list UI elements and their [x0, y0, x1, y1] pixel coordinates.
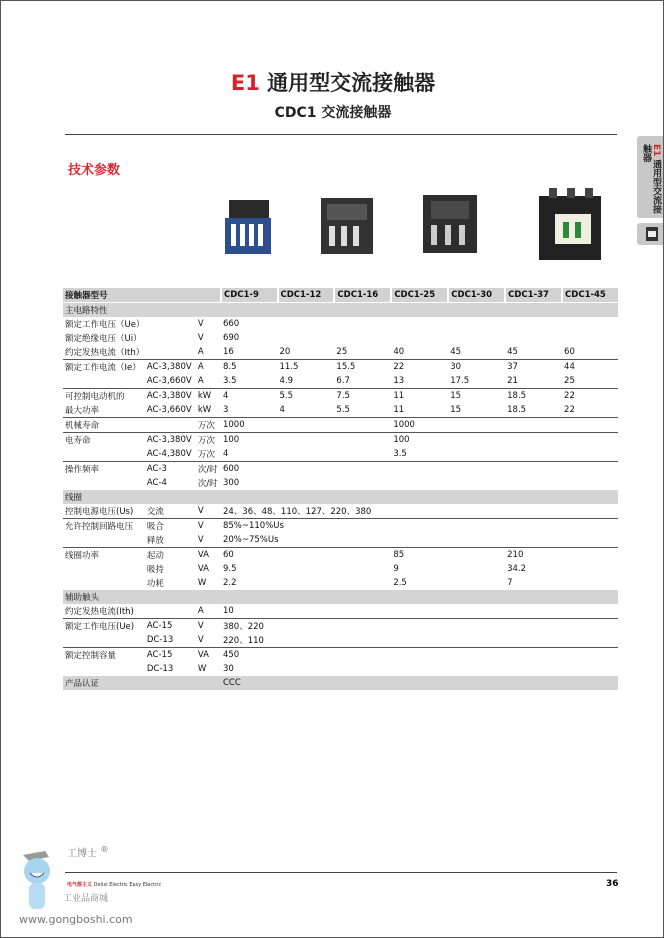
row-label: 线圈功率 — [65, 551, 100, 561]
row-value: 11 — [393, 391, 405, 401]
row-value — [505, 433, 562, 448]
row-value: 11.5 — [279, 362, 299, 372]
watermark-url: www.gongboshi.com — [19, 913, 133, 926]
row-value: 15 — [450, 391, 462, 401]
row-value — [334, 619, 391, 634]
row-value: 16 — [221, 345, 278, 360]
row-value — [448, 476, 505, 490]
table-row — [63, 548, 618, 563]
row-label: 产品认证 — [63, 676, 145, 690]
row-value: 13 — [391, 374, 448, 389]
row-value — [334, 648, 391, 663]
row-value — [562, 433, 618, 448]
row-value — [334, 418, 391, 433]
spec-table — [63, 288, 618, 690]
row-label — [63, 476, 145, 490]
row-condition: 功耗 — [146, 579, 164, 589]
row-value: 3.5 — [391, 447, 448, 462]
row-value: 18.5 — [507, 391, 527, 401]
row-value — [334, 633, 391, 648]
row-value — [278, 604, 335, 619]
contactor-icon[interactable] — [637, 223, 664, 245]
title-code: E1 — [230, 71, 260, 95]
row-value — [562, 576, 618, 590]
row-value — [391, 331, 448, 345]
table-row — [63, 374, 618, 389]
row-value — [448, 433, 505, 448]
row-value — [278, 418, 335, 433]
row-value: 20 — [278, 345, 335, 360]
row-value — [448, 604, 505, 619]
row-value: 22 — [562, 403, 618, 418]
row-value: 4 — [278, 403, 335, 418]
row-value — [562, 562, 618, 576]
row-label: 额定工作电压（Ue） — [65, 320, 145, 330]
row-value: 45 — [448, 345, 505, 360]
side-tab[interactable] — [637, 136, 664, 218]
table-row — [63, 576, 618, 590]
section-label: 线圈 — [63, 490, 618, 504]
row-condition — [145, 676, 196, 690]
table-row — [63, 433, 618, 448]
row-value: 30 — [450, 362, 462, 372]
row-condition: AC-3,660V — [145, 374, 196, 389]
row-value: 34.2 — [507, 564, 527, 574]
side-tab-code: E1 — [651, 144, 661, 157]
header-label: 接触器型号 — [63, 288, 221, 303]
row-value — [448, 662, 505, 676]
section-label: 辅助触头 — [63, 590, 618, 604]
product-image-cdc1-37 — [535, 186, 605, 264]
row-value — [448, 331, 505, 345]
row-value — [334, 433, 391, 448]
row-unit: V — [196, 633, 221, 648]
row-label: 机械寿命 — [63, 418, 145, 433]
row-unit: VA — [197, 550, 209, 560]
row-value — [448, 317, 505, 331]
row-unit: 万次 — [196, 418, 221, 433]
row-value — [334, 331, 391, 345]
row-value — [448, 447, 505, 462]
table-row — [63, 360, 618, 375]
row-label — [63, 662, 145, 676]
row-condition — [145, 317, 196, 331]
row-value — [448, 576, 505, 590]
row-value — [505, 447, 562, 462]
row-value — [391, 462, 448, 477]
row-value — [391, 633, 448, 648]
watermark-name — [67, 844, 109, 859]
row-value: 690 — [222, 333, 240, 343]
table-row — [63, 317, 618, 331]
row-unit: W — [197, 578, 207, 588]
header-model: CDC1-25 — [391, 288, 448, 303]
row-unit: A — [196, 604, 221, 619]
table-row — [63, 345, 618, 360]
product-image-cdc1-12 — [319, 194, 377, 258]
row-value — [278, 648, 335, 663]
row-value: 2.5 — [393, 578, 407, 588]
row-value — [562, 317, 618, 331]
row-value — [562, 633, 618, 648]
row-value: 8.5 — [222, 362, 237, 372]
row-value: 15.5 — [336, 362, 356, 372]
row-value — [562, 418, 618, 433]
watermark-reg: ® — [100, 844, 109, 854]
row-value: 660 — [222, 319, 240, 329]
table-row — [63, 619, 618, 634]
row-condition: 吸合 — [146, 522, 164, 532]
row-value — [334, 476, 391, 490]
row-value: 2.2 — [222, 578, 237, 588]
row-label: 额定工作电压(Ue) — [65, 622, 135, 632]
row-unit: A — [197, 362, 204, 372]
row-value — [278, 619, 335, 634]
row-value: 60 — [222, 550, 234, 560]
row-value — [334, 562, 391, 576]
row-value: 18.5 — [505, 403, 562, 418]
page-subtitle — [1, 102, 664, 122]
row-value — [391, 662, 448, 676]
row-value: 20%~75%Us — [221, 533, 618, 548]
row-value: 4 — [221, 447, 278, 462]
product-image-cdc1-25 — [421, 191, 479, 255]
row-condition: AC-3,660V — [145, 403, 196, 418]
table-row — [63, 331, 618, 345]
row-value — [278, 476, 335, 490]
row-value — [562, 662, 618, 676]
table-row — [63, 462, 618, 477]
row-value: 3 — [221, 403, 278, 418]
row-unit: VA — [197, 650, 209, 660]
row-value: 1000 — [391, 418, 448, 433]
header-model: CDC1-9 — [221, 288, 278, 303]
row-unit: V — [197, 621, 204, 631]
row-label: 电寿命 — [65, 436, 91, 446]
row-label: 控制电源电压(Us) — [63, 504, 145, 519]
row-condition: 吸持 — [146, 565, 164, 575]
watermark-tagline: 工业品商城 — [63, 894, 109, 904]
row-value — [448, 462, 505, 477]
row-value: 6.7 — [334, 374, 391, 389]
row-value: 85%~110%Us — [222, 521, 284, 531]
product-image-cdc1-9 — [225, 196, 275, 258]
table-row — [63, 519, 618, 534]
row-value: 25 — [562, 374, 618, 389]
table-row — [63, 662, 618, 676]
header-model: CDC1-30 — [448, 288, 505, 303]
row-value: 45 — [505, 345, 562, 360]
row-value: 3.5 — [221, 374, 278, 389]
header-model: CDC1-45 — [562, 288, 618, 303]
page-number: 36 — [606, 879, 619, 889]
row-value: 220、110 — [221, 633, 278, 648]
row-value — [334, 317, 391, 331]
row-unit: 次/时 — [197, 465, 218, 475]
row-condition: AC-15 — [146, 621, 173, 631]
header-model: CDC1-16 — [334, 288, 391, 303]
page-title — [1, 67, 664, 97]
row-value — [334, 548, 391, 563]
row-condition: AC-4,380V — [145, 447, 196, 462]
row-value: 300 — [222, 478, 240, 488]
row-label — [63, 562, 145, 576]
row-value — [505, 619, 562, 634]
row-value — [278, 317, 335, 331]
empty-cell — [278, 676, 335, 690]
row-value: 7 — [507, 578, 513, 588]
row-label: 操作频率 — [65, 465, 100, 475]
row-value — [448, 418, 505, 433]
row-condition: DC-13 — [145, 633, 196, 648]
row-value — [505, 331, 562, 345]
row-unit: A — [196, 345, 221, 360]
row-value — [505, 317, 562, 331]
row-unit: V — [197, 521, 204, 531]
row-value: 100 — [222, 435, 240, 445]
row-label — [63, 374, 145, 389]
table-row — [63, 476, 618, 490]
brand-logo — [67, 881, 161, 888]
row-unit: W — [197, 664, 207, 674]
table-row — [63, 447, 618, 462]
row-value — [505, 633, 562, 648]
row-value — [505, 662, 562, 676]
row-value — [448, 633, 505, 648]
row-unit: kW — [196, 403, 221, 418]
table-row — [63, 604, 618, 619]
row-value — [278, 462, 335, 477]
row-value — [505, 462, 562, 477]
row-label — [63, 447, 145, 462]
row-condition: AC-4 — [146, 478, 167, 488]
side-tab-label: 通用型交流接触器 — [641, 144, 661, 214]
row-unit — [196, 676, 221, 690]
row-value: 22 — [393, 362, 405, 372]
row-value: 5.5 — [279, 391, 294, 401]
table-row — [63, 403, 618, 418]
row-label — [63, 533, 145, 548]
row-value — [505, 476, 562, 490]
section-title: 技术参数 — [68, 163, 121, 178]
empty-cell — [562, 676, 618, 690]
section-row — [63, 303, 618, 318]
row-value — [334, 662, 391, 676]
row-value: 21 — [505, 374, 562, 389]
empty-cell — [448, 676, 505, 690]
row-unit: A — [196, 374, 221, 389]
row-condition: 起动 — [146, 551, 164, 561]
row-value — [278, 433, 335, 448]
row-value — [448, 648, 505, 663]
row-condition: 释放 — [145, 533, 196, 548]
row-value — [334, 462, 391, 477]
row-value: 4.9 — [278, 374, 335, 389]
row-value — [278, 447, 335, 462]
table-row — [63, 389, 618, 404]
row-label: 额定绝缘电压（Ui） — [65, 334, 142, 344]
row-unit: 万次 — [196, 447, 221, 462]
row-label: 允许控制回路电压 — [65, 522, 134, 532]
row-value — [562, 548, 618, 563]
row-value: 22 — [564, 391, 575, 401]
empty-cell — [505, 676, 562, 690]
row-value — [391, 317, 448, 331]
row-value: 600 — [222, 464, 240, 474]
row-unit: VA — [197, 564, 209, 574]
row-label: 最大功率 — [63, 403, 145, 418]
table-row — [63, 562, 618, 576]
row-unit: V — [197, 333, 204, 343]
row-value: 5.5 — [334, 403, 391, 418]
row-value — [278, 576, 335, 590]
row-value — [562, 447, 618, 462]
row-value — [334, 576, 391, 590]
row-value — [505, 648, 562, 663]
row-value: 9.5 — [222, 564, 237, 574]
brand-en: Delixi Electric Easy Electric — [93, 882, 162, 888]
header-model: CDC1-37 — [505, 288, 562, 303]
row-value: 100 — [393, 435, 410, 445]
row-value — [278, 548, 335, 563]
row-value: 450 — [222, 650, 240, 660]
table-row — [63, 504, 618, 519]
brand-cn: 电气都主义 — [67, 882, 93, 888]
row-value: 210 — [507, 550, 524, 560]
watermark-name-text: 工博士 — [67, 848, 97, 860]
footer-divider — [65, 872, 617, 873]
row-value — [391, 619, 448, 634]
row-value — [391, 476, 448, 490]
row-unit: V — [197, 319, 204, 329]
row-value — [562, 648, 618, 663]
row-value: 40 — [391, 345, 448, 360]
table-row — [63, 648, 618, 663]
row-condition: AC-3 — [146, 464, 167, 474]
row-label: 可控制电动机的 — [65, 392, 125, 402]
row-value — [278, 331, 335, 345]
divider — [65, 134, 617, 135]
row-condition — [145, 345, 196, 360]
row-condition: AC-15 — [146, 650, 173, 660]
row-label: 额定工作电流（Ie） — [65, 363, 141, 373]
row-condition — [145, 604, 196, 619]
row-value — [391, 648, 448, 663]
row-value: 380、220 — [222, 622, 264, 632]
table-row — [63, 533, 618, 548]
section-row — [63, 490, 618, 504]
row-condition: DC-13 — [146, 664, 174, 674]
row-condition — [145, 331, 196, 345]
row-value — [448, 619, 505, 634]
section-label: 主电路特性 — [63, 303, 618, 318]
row-value: 37 — [507, 362, 518, 372]
row-value — [391, 604, 448, 619]
row-value — [505, 604, 562, 619]
section-row — [63, 590, 618, 604]
row-label: 额定控制容量 — [65, 651, 117, 661]
row-condition: AC-3,380V — [146, 391, 192, 401]
row-value: 17.5 — [448, 374, 505, 389]
table-header-row — [63, 288, 618, 303]
empty-cell — [334, 676, 391, 690]
row-condition — [145, 418, 196, 433]
row-value: 44 — [564, 362, 575, 372]
row-unit: V — [196, 504, 221, 519]
row-value: 9 — [393, 564, 399, 574]
section-row — [63, 676, 618, 690]
row-value: 10 — [221, 604, 278, 619]
row-value — [562, 604, 618, 619]
row-label: 约定发热电流(Ith) — [63, 604, 145, 619]
row-unit: kW — [197, 391, 212, 401]
header-model: CDC1-12 — [278, 288, 335, 303]
table-row — [63, 418, 618, 433]
row-value: 24、36、48、110、127、220、380 — [221, 504, 618, 519]
row-value — [562, 476, 618, 490]
row-unit: 次/时 — [197, 479, 218, 489]
row-value: 30 — [222, 664, 234, 674]
row-value: 25 — [334, 345, 391, 360]
row-value — [448, 548, 505, 563]
row-value — [562, 462, 618, 477]
row-label — [63, 633, 145, 648]
row-value — [278, 633, 335, 648]
row-value: 7.5 — [336, 391, 350, 401]
row-value — [278, 562, 335, 576]
row-value: 11 — [391, 403, 448, 418]
row-label — [63, 576, 145, 590]
row-value — [334, 604, 391, 619]
row-label: 约定发热电流（Ith） — [63, 345, 145, 360]
row-condition: AC-3,380V — [146, 362, 192, 372]
row-condition: 交流 — [145, 504, 196, 519]
row-value — [334, 447, 391, 462]
watermark-mascot-icon — [19, 849, 59, 913]
row-value: CCC — [221, 676, 278, 690]
table-row — [63, 633, 618, 648]
row-value: 60 — [562, 345, 618, 360]
row-value — [505, 418, 562, 433]
subtitle-code: CDC1 — [274, 105, 317, 121]
row-value — [562, 619, 618, 634]
row-value — [448, 562, 505, 576]
subtitle-text: 交流接触器 — [321, 105, 392, 121]
empty-cell — [391, 676, 448, 690]
row-value — [562, 331, 618, 345]
row-value: 1000 — [221, 418, 278, 433]
row-unit: 万次 — [197, 436, 215, 446]
row-value: 15 — [448, 403, 505, 418]
row-condition: AC-3,380V — [146, 435, 192, 445]
row-value: 4 — [222, 391, 229, 401]
row-value — [278, 662, 335, 676]
row-value: 85 — [393, 550, 405, 560]
row-unit: V — [196, 533, 221, 548]
title-text: 通用型交流接触器 — [267, 71, 436, 95]
